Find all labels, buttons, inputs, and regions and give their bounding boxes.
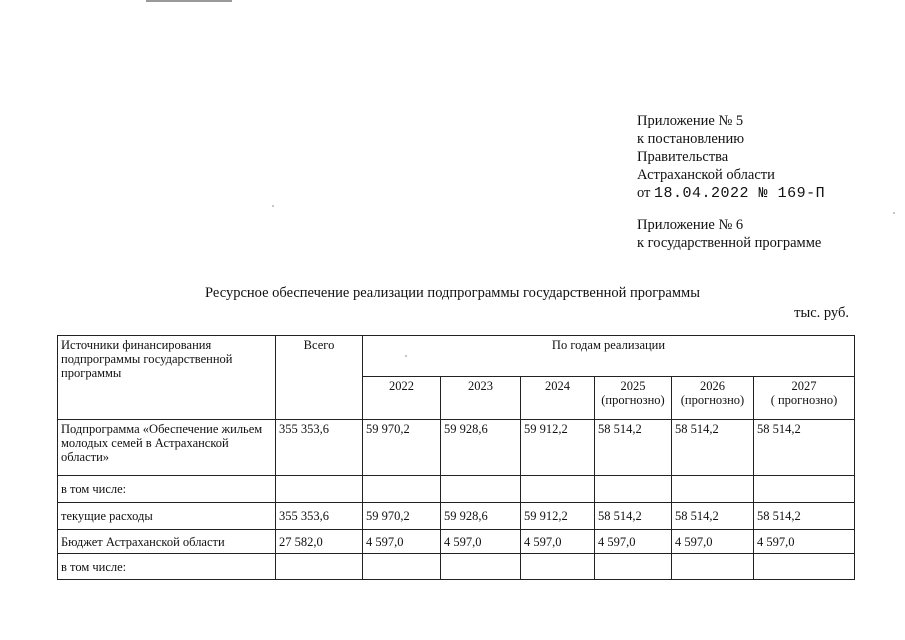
appendix-5-line-3: Правительства — [637, 149, 729, 165]
row-value-2025: 58 514,2 — [595, 503, 672, 530]
row-value-2024: 59 912,2 — [521, 503, 595, 530]
header-total: Всего — [276, 336, 363, 420]
row-value-2024: 59 912,2 — [521, 420, 595, 476]
header-year-label: 2022 — [389, 379, 414, 393]
unit-label: тыс. руб. — [794, 305, 849, 321]
table-row — [58, 554, 855, 580]
row-value-2022: 59 970,2 — [363, 503, 441, 530]
row-label: в том числе: — [58, 476, 276, 503]
row-value-2022 — [363, 476, 441, 503]
table-body — [58, 420, 855, 580]
row-value-2027: 58 514,2 — [754, 420, 855, 476]
row-total — [276, 476, 363, 503]
header-year-2023 — [441, 377, 521, 420]
table-row — [58, 530, 855, 554]
row-value-2026: 58 514,2 — [672, 420, 754, 476]
row-value-2024 — [521, 554, 595, 580]
row-value-2023: 59 928,6 — [441, 420, 521, 476]
scan-speck — [272, 205, 274, 207]
header-year-label: 2026 — [700, 379, 725, 393]
row-value-2022: 4 597,0 — [363, 530, 441, 554]
row-label: Бюджет Астраханской области — [58, 530, 276, 554]
header-year-note: (прогнозно) — [680, 393, 745, 407]
scan-speck — [893, 212, 895, 214]
row-value-2023 — [441, 476, 521, 503]
header-year-label: 2025 — [620, 379, 646, 393]
resource-table — [57, 335, 855, 580]
row-value-2027 — [754, 554, 855, 580]
row-value-2025 — [595, 476, 672, 503]
row-value-2025: 4 597,0 — [595, 530, 672, 554]
header-year-label: 2023 — [468, 379, 493, 393]
appendix-6-line-2: к государственной программе — [637, 235, 822, 251]
resolution-date: 18.04.2022 — [654, 185, 750, 202]
row-total: 27 582,0 — [276, 530, 363, 554]
appendix-5-date-line — [637, 184, 825, 203]
table-row — [58, 476, 855, 503]
appendix-5-line-4: Астраханской области — [637, 167, 775, 183]
header-by-years: По годам реализации — [363, 336, 855, 377]
row-value-2023: 59 928,6 — [441, 503, 521, 530]
row-value-2022 — [363, 554, 441, 580]
row-label: Подпрограмма «Обеспечение жильем молодых семей в Астраханской области» — [58, 420, 276, 476]
row-value-2026: 4 597,0 — [672, 530, 754, 554]
row-label: текущие расходы — [58, 503, 276, 530]
row-value-2026 — [672, 476, 754, 503]
row-value-2025 — [595, 554, 672, 580]
appendix-5-block — [637, 112, 825, 203]
row-value-2026: 58 514,2 — [672, 503, 754, 530]
scan-edge-mark — [146, 0, 232, 2]
row-value-2027: 4 597,0 — [754, 530, 855, 554]
row-value-2023: 4 597,0 — [441, 530, 521, 554]
header-year-label: 2024 — [545, 379, 570, 393]
header-year-note: (прогнозно) — [601, 393, 665, 407]
row-total — [276, 554, 363, 580]
table-row — [58, 420, 855, 476]
header-year-2026 — [672, 377, 754, 420]
row-value-2025: 58 514,2 — [595, 420, 672, 476]
header-source: Источники финансирования подпрограммы государственной программы — [58, 336, 276, 420]
row-value-2027: 58 514,2 — [754, 503, 855, 530]
row-total: 355 353,6 — [276, 503, 363, 530]
document-title: Ресурсное обеспечение реализации подпрограммы государственной программы — [205, 285, 700, 301]
row-value-2027 — [754, 476, 855, 503]
header-row-1 — [58, 336, 855, 377]
header-year-label: 2027 — [791, 379, 817, 393]
row-label: в том числе: — [58, 554, 276, 580]
row-value-2023 — [441, 554, 521, 580]
appendix-5-title: Приложение № 5 — [637, 113, 744, 129]
header-year-2027 — [754, 377, 855, 420]
header-year-2025 — [595, 377, 672, 420]
from-prefix: от — [637, 185, 651, 201]
row-value-2024 — [521, 476, 595, 503]
header-year-2024 — [521, 377, 595, 420]
resolution-number: № 169-П — [758, 185, 826, 202]
row-value-2026 — [672, 554, 754, 580]
appendix-5-line-2: к постановлению — [637, 131, 745, 147]
appendix-6-block — [637, 216, 821, 252]
row-value-2022: 59 970,2 — [363, 420, 441, 476]
row-total: 355 353,6 — [276, 420, 363, 476]
header-year-2022 — [363, 377, 441, 420]
appendix-6-title: Приложение № 6 — [637, 217, 744, 233]
header-year-note: ( прогнозно) — [770, 393, 838, 407]
row-value-2024: 4 597,0 — [521, 530, 595, 554]
table-row — [58, 503, 855, 530]
